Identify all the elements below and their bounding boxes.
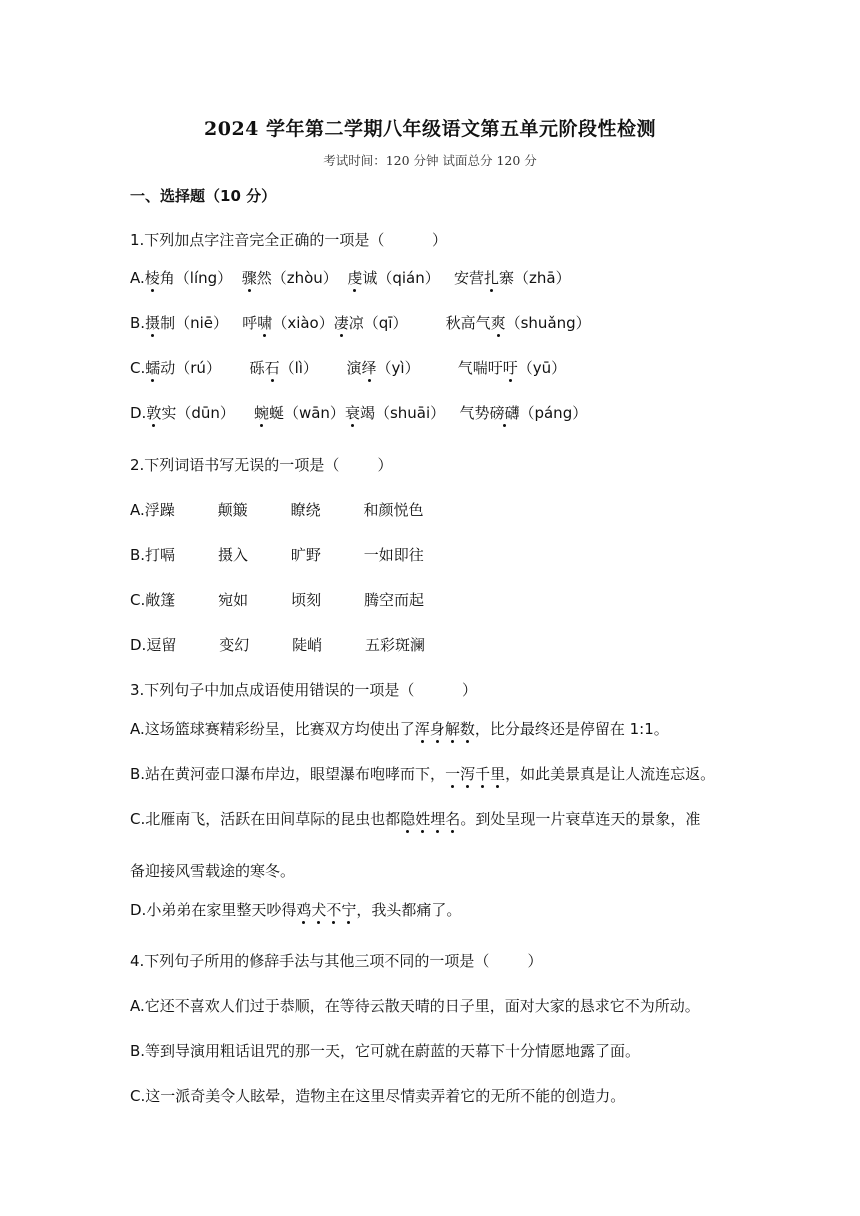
- question-1-option-a: A.棱角（líng） 骤然（zhòu） 虔诚（qián） 安营扎寨（zhā）: [130, 269, 571, 287]
- dotted-char: 绎: [361, 359, 377, 377]
- question-4-option-b: B.等到导演用粗话诅咒的那一天，它可就在蔚蓝的天幕下十分情愿地露了面。: [130, 1042, 641, 1060]
- dotted-idiom: [296, 901, 356, 919]
- question-3-option-c-line2: 备迎接风雪载途的寒冬。: [130, 862, 296, 880]
- dotted-char: 犬: [311, 901, 327, 919]
- exam-title: 2024 学年第二学期八年级语文第五单元阶段性检测: [204, 118, 656, 140]
- question-1-option-c: C.蠕动（rú） 砾石（lì） 演绎（yì） 气喘吁吁（yū）: [130, 359, 567, 377]
- dotted-idiom: [445, 765, 505, 783]
- dotted-char: 一: [445, 765, 461, 783]
- dotted-char: 蜿: [253, 404, 269, 422]
- question-1-option-d: D.敦实（dūn） 蜿蜒（wān）衰竭（shuāi） 气势磅礴（páng）: [130, 404, 588, 422]
- dotted-char: 鸡: [296, 901, 312, 919]
- section-heading-choice: 一、选择题（10 分）: [130, 187, 277, 205]
- dotted-char: 石: [264, 359, 280, 377]
- question-1-option-b: B.摄制（niē） 呼啸（xiào）凄凉（qī） 秋高气爽（shuǎng）: [130, 314, 591, 332]
- dotted-char: 虔: [347, 269, 363, 287]
- dotted-char: 骤: [241, 269, 257, 287]
- question-2-option-c: C.敞篷 宛如 顷刻 腾空而起: [130, 591, 424, 609]
- dotted-char: 身: [429, 720, 445, 738]
- question-2-option-a: A.浮躁 颠簸 瞭绕 和颜悦色: [130, 501, 424, 519]
- dotted-char: 磅礴: [489, 404, 520, 422]
- dotted-char: 解: [444, 720, 460, 738]
- question-3-stem: 3.下列句子中加点成语使用错误的一项是（ ）: [130, 681, 477, 699]
- question-4-stem: 4.下列句子所用的修辞手法与其他三项不同的一项是（ ）: [130, 952, 543, 970]
- dotted-char: 凄: [333, 314, 349, 332]
- exam-subtitle: 考试时间：120 分钟 试面总分 120 分: [323, 153, 537, 168]
- question-2-option-b: B.打嗝 摄入 旷野 一如即往: [130, 546, 424, 564]
- question-1-stem: 1.下列加点字注音完全正确的一项是（ ）: [130, 231, 447, 249]
- dotted-char: 敦: [146, 404, 162, 422]
- dotted-char: 浑: [414, 720, 430, 738]
- dotted-char: 隐: [400, 810, 416, 828]
- dotted-char: 埋: [430, 810, 446, 828]
- dotted-idiom: [400, 810, 460, 828]
- dotted-char: 不: [326, 901, 342, 919]
- dotted-char: 千: [475, 765, 491, 783]
- dotted-char: 名: [445, 810, 461, 828]
- dotted-char: 数: [459, 720, 475, 738]
- dotted-char: 里: [490, 765, 506, 783]
- question-2-stem: 2.下列词语书写无误的一项是（ ）: [130, 456, 393, 474]
- dotted-char: 爽: [490, 314, 506, 332]
- question-3-option-b: B.站在黄河壶口瀑布岸边，眼望瀑布咆哮而下，一泻千里，如此美景真是让人流连忘返。: [130, 765, 716, 783]
- dotted-char: 啸: [257, 314, 273, 332]
- dotted-char: 吁: [502, 359, 518, 377]
- question-3-option-d: D.小弟弟在家里整天吵得鸡犬不宁，我头都痛了。: [130, 901, 462, 919]
- dotted-char: 蠕: [145, 359, 161, 377]
- dotted-idiom: [415, 720, 475, 738]
- question-3-option-a: A.这场篮球赛精彩纷呈，比赛双方均使出了浑身解数，比分最终还是停留在 1:1。: [130, 720, 669, 738]
- dotted-char: 宁: [341, 901, 357, 919]
- question-3-option-c-line1: C.北雁南飞，活跃在田间草际的昆虫也都隐姓埋名。到处呈现一片衰草连天的景象，准: [130, 810, 701, 828]
- dotted-char: 棱: [144, 269, 160, 287]
- question-2-option-d: D.逗留 变幻 陡峭 五彩斑澜: [130, 636, 426, 654]
- dotted-char: 泻: [460, 765, 476, 783]
- question-4-option-a: A.它还不喜欢人们过于恭顺，在等待云散天晴的日子里，面对大家的恳求它不为所动。: [130, 997, 700, 1015]
- dotted-char: 衰: [344, 404, 360, 422]
- question-4-option-c: C.这一派奇美令人眩晕，造物主在这里尽情卖弄着它的无所不能的创造力。: [130, 1087, 626, 1105]
- dotted-char: 姓: [415, 810, 431, 828]
- dotted-char: 摄: [145, 314, 161, 332]
- dotted-char: 扎: [484, 269, 500, 287]
